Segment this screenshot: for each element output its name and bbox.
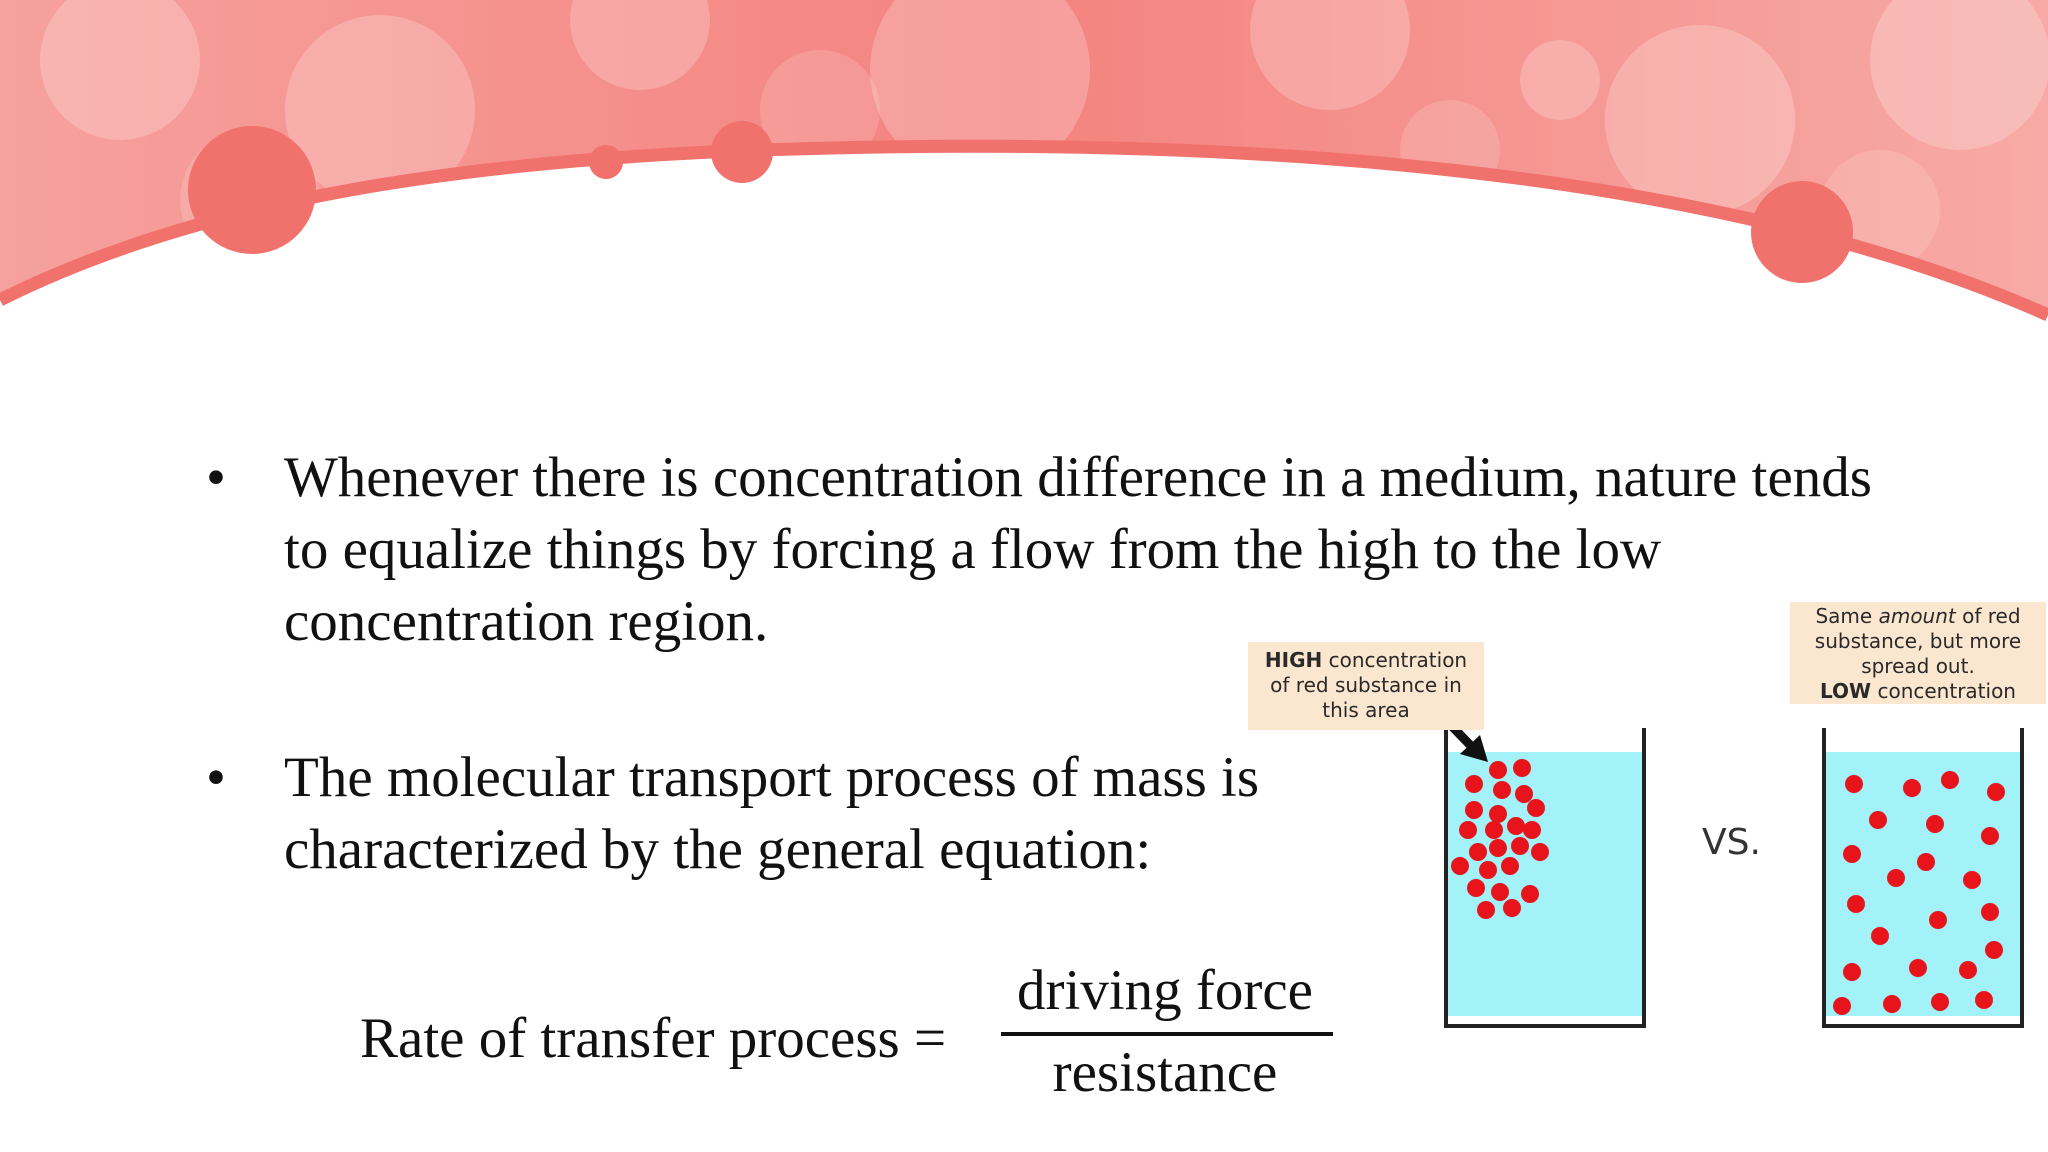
molecule-dot (1941, 771, 1959, 789)
molecule-dot (1963, 871, 1981, 889)
bullet-marker: • (206, 746, 226, 809)
callout-high-line2: of red substance in (1270, 673, 1462, 697)
molecule-dot (1931, 993, 1949, 1011)
low-concentration-callout (1790, 602, 2046, 704)
callout-high-bold: HIGH (1264, 648, 1323, 672)
molecule-dot (1507, 817, 1525, 835)
molecule-dot (1845, 775, 1863, 793)
molecule-dot (1515, 785, 1533, 803)
diffusion-diagram (1240, 590, 2048, 1040)
molecule-dot (1489, 839, 1507, 857)
molecule-dot (1883, 995, 1901, 1013)
molecule-dot (1959, 961, 1977, 979)
molecule-dot (1521, 885, 1539, 903)
molecule-dot (1465, 801, 1483, 819)
molecule-dot (1489, 761, 1507, 779)
molecule-dot (1909, 959, 1927, 977)
molecule-dot (1869, 811, 1887, 829)
molecule-dot (1985, 941, 2003, 959)
molecule-dot (1501, 857, 1519, 875)
molecule-dot (1467, 879, 1485, 897)
callout-low-pre: Same (1815, 604, 1879, 628)
high-concentration-callout (1248, 642, 1484, 730)
molecule-dot (1493, 781, 1511, 799)
callout-high-line3: this area (1322, 698, 1410, 722)
header-banner (0, 0, 2048, 340)
molecule-dot (1459, 821, 1477, 839)
molecule-dot (1489, 805, 1507, 823)
bullet-marker: • (206, 446, 226, 509)
molecule-dot (1833, 997, 1851, 1015)
callout-low-post: of red (1955, 604, 2021, 628)
molecule-dot (1479, 861, 1497, 879)
molecule-dot (1523, 821, 1541, 839)
callout-low-line3: spread out. (1861, 654, 1975, 678)
molecule-dot (1491, 883, 1509, 901)
molecule-dot (1987, 783, 2005, 801)
molecule-dot (1843, 845, 1861, 863)
molecule-dot (1871, 927, 1889, 945)
callout-low-line2: substance, but more (1814, 629, 2022, 653)
molecule-dot (1465, 775, 1483, 793)
molecule-dot (1531, 843, 1549, 861)
callout-low-bold: LOW (1820, 679, 1872, 703)
equation-left-side: Rate of transfer process = (360, 1007, 947, 1070)
molecule-dot (1527, 799, 1545, 817)
callout-low-italic: amount (1878, 604, 1956, 628)
equation-numerator: driving force (1017, 959, 1313, 1022)
molecule-dot (1903, 779, 1921, 797)
molecule-dot (1981, 827, 1999, 845)
molecule-dot (1847, 895, 1865, 913)
molecule-dot (1975, 991, 1993, 1009)
molecule-dot (1929, 911, 1947, 929)
equation-denominator: resistance (1052, 1041, 1278, 1104)
molecule-dot (1503, 899, 1521, 917)
molecule-dot (1843, 963, 1861, 981)
molecule-dot (1469, 843, 1487, 861)
rate-equation (360, 955, 1340, 1115)
callout-high-line1: concentration (1322, 648, 1468, 672)
versus-label: VS. (1702, 822, 1761, 863)
bullet-text: The molecular transport process of mass is characterized by the general equation: (284, 746, 1260, 881)
molecule-dot (1926, 815, 1944, 833)
molecule-dot (1981, 903, 1999, 921)
molecule-dot (1451, 857, 1469, 875)
bullet-text: Whenever there is concentration difference in a medium, nature tends to equalize things by forcing a flow from the high to the low concentration region. (284, 446, 1872, 653)
callout-low-line4: concentration (1871, 679, 2016, 703)
molecule-dot (1511, 837, 1529, 855)
molecule-dot (1485, 821, 1503, 839)
molecule-dot (1513, 759, 1531, 777)
molecule-dot (1917, 853, 1935, 871)
molecule-dot (1887, 869, 1905, 887)
molecule-dot (1477, 901, 1495, 919)
